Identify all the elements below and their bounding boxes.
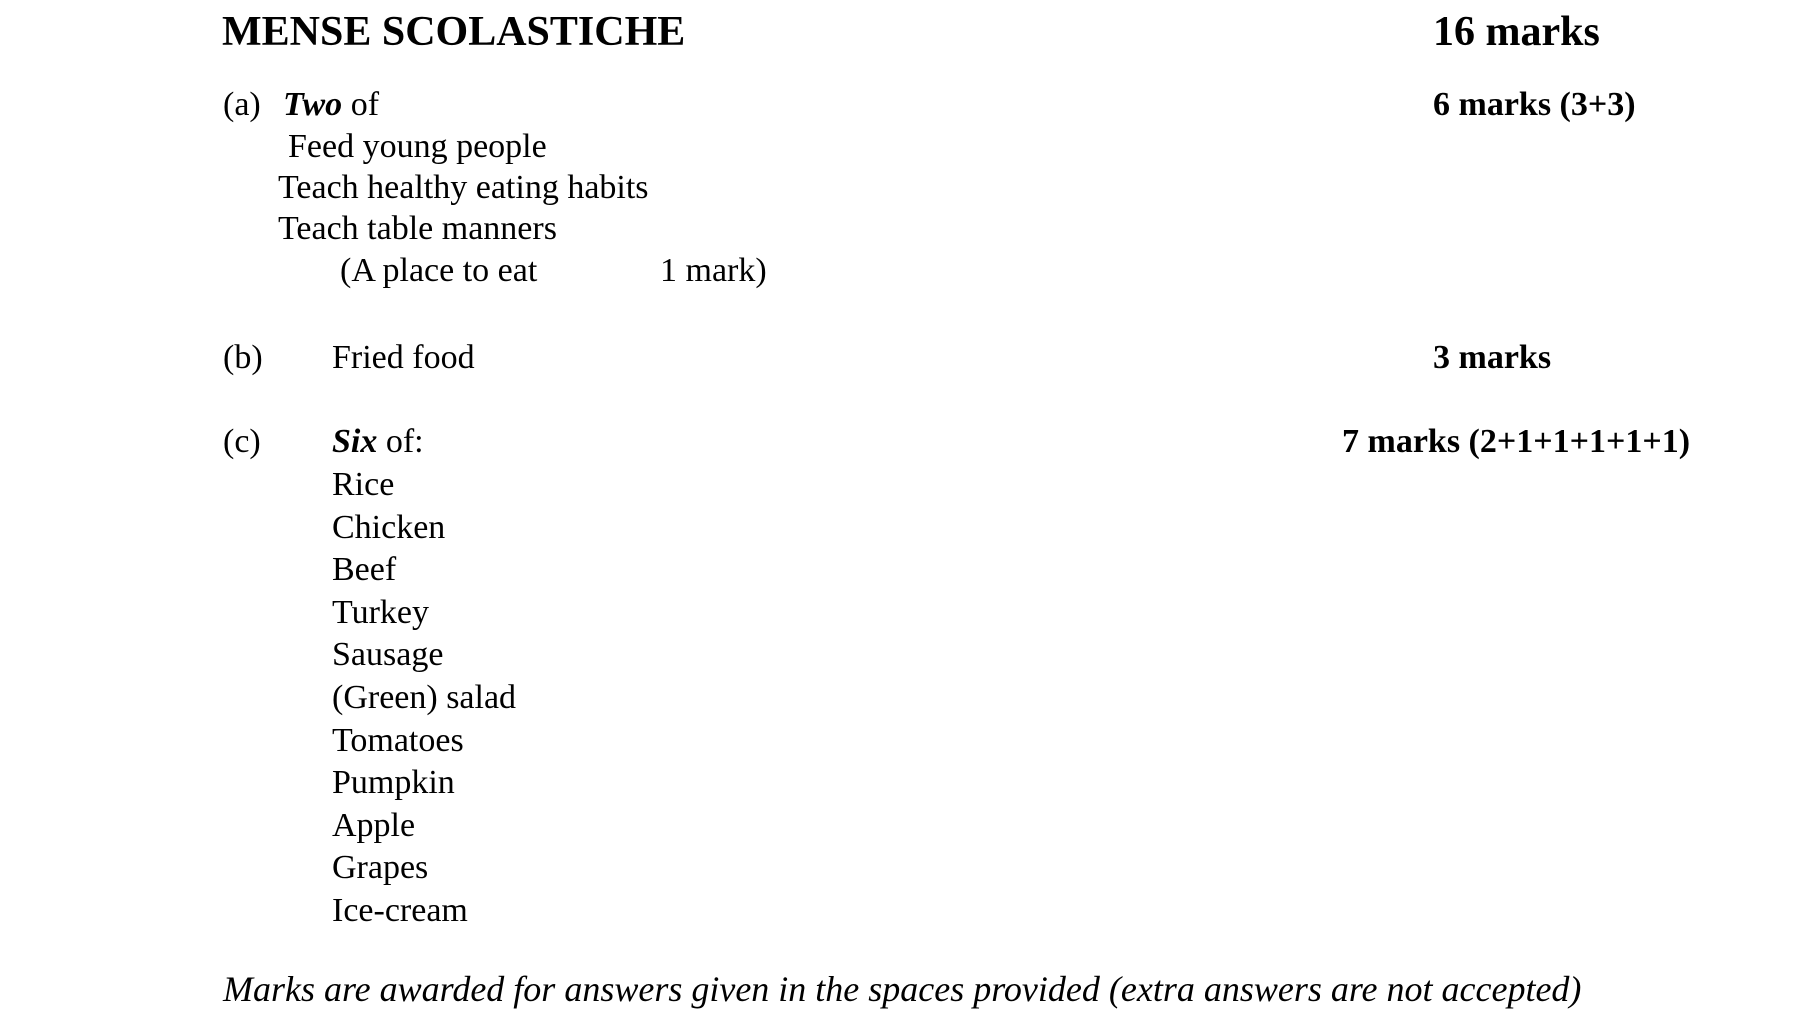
section-a-sub-note-marks: 1 mark) — [660, 252, 767, 289]
section-a-lead — [283, 88, 379, 122]
section-c-quantifier-suffix: of: — [377, 423, 424, 460]
section-a-sub-note: (A place to eat — [340, 252, 538, 289]
section-c-answer: Turkey — [332, 594, 429, 631]
section-a-label: (a) — [223, 86, 261, 123]
section-c-quantifier: Six — [332, 423, 378, 460]
section-a-quantifier-suffix: of — [342, 86, 380, 123]
section-c-answer: Grapes — [332, 849, 429, 886]
section-a-quantifier: Two — [283, 86, 343, 123]
total-marks: 16 marks — [1433, 9, 1600, 55]
section-c-answer: Beef — [332, 551, 397, 588]
section-c-answer: Chicken — [332, 509, 446, 546]
section-a-answer: Teach healthy eating habits — [278, 169, 649, 206]
section-b-marks: 3 marks — [1433, 339, 1552, 376]
section-c-answer: Apple — [332, 807, 416, 844]
section-c-answer: Pumpkin — [332, 764, 455, 801]
section-c-label: (c) — [223, 423, 261, 460]
page-title: MENSE SCOLASTICHE — [222, 9, 686, 55]
section-a-answer: Feed young people — [288, 128, 547, 165]
section-a-marks: 6 marks (3+3) — [1433, 86, 1636, 123]
section-c-answer: Ice-cream — [332, 892, 468, 929]
section-b-answer: Fried food — [332, 339, 475, 376]
section-c-answer: Sausage — [332, 636, 444, 673]
section-c-answer: Rice — [332, 466, 395, 503]
section-b-label: (b) — [223, 339, 263, 376]
section-a-answer: Teach table manners — [278, 210, 557, 247]
section-c-answer: (Green) salad — [332, 679, 517, 716]
section-c-lead — [332, 425, 424, 459]
section-c-answer: Tomatoes — [332, 722, 464, 759]
section-c-marks: 7 marks (2+1+1+1+1+1) — [1342, 423, 1691, 460]
footer-note: Marks are awarded for answers given in the spaces provided (extra answers are not accepted) — [223, 969, 1582, 1009]
